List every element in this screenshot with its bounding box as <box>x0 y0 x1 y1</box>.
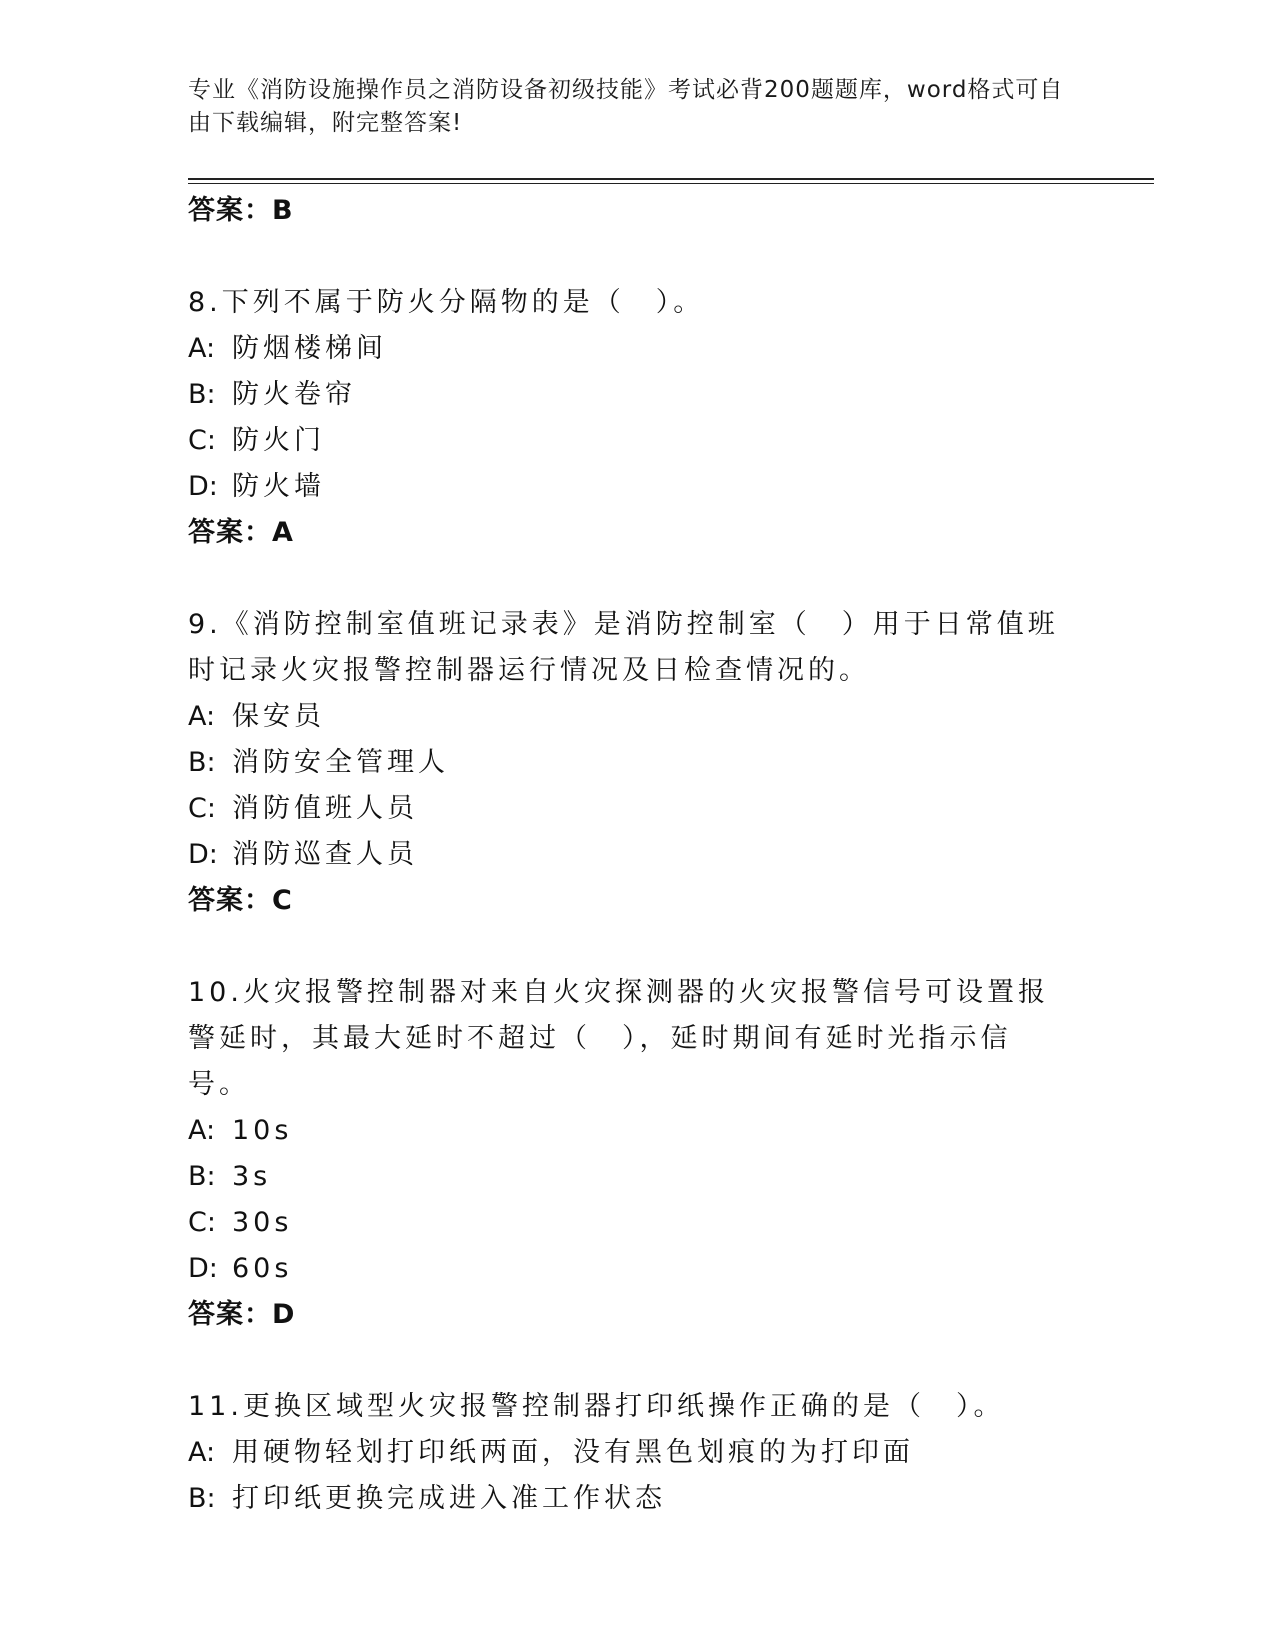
option-b <box>188 740 1088 786</box>
option-letter: D: <box>188 839 218 870</box>
question-text: 8.下列不属于防火分隔物的是（ ）。 <box>188 287 705 318</box>
option-letter: A: <box>188 1115 216 1146</box>
question-8 <box>188 280 1088 556</box>
option-text: 用硬物轻划打印纸两面，没有黑色划痕的为打印面 <box>232 1437 914 1468</box>
option-a <box>188 1430 1088 1476</box>
option-text: 3s <box>232 1161 272 1192</box>
option-d <box>188 832 1088 878</box>
option-text: 防火墙 <box>232 471 325 502</box>
option-c <box>188 786 1088 832</box>
question-content <box>188 188 1088 1522</box>
option-text: 防烟楼梯间 <box>232 333 387 364</box>
option-d <box>188 1246 1088 1292</box>
option-b <box>188 1154 1088 1200</box>
option-text: 保安员 <box>232 701 325 732</box>
option-letter: D: <box>188 1253 218 1284</box>
option-text: 消防巡查人员 <box>232 839 418 870</box>
answer-line: 答案：C <box>188 885 293 916</box>
option-text: 消防值班人员 <box>232 793 418 824</box>
option-letter: A: <box>188 701 216 732</box>
question-10 <box>188 970 1088 1338</box>
option-d <box>188 464 1088 510</box>
question-9 <box>188 602 1088 924</box>
option-letter: C: <box>188 793 216 824</box>
option-b <box>188 1476 1088 1522</box>
option-a <box>188 326 1088 372</box>
answer-line: 答案：D <box>188 1299 296 1330</box>
option-c <box>188 1200 1088 1246</box>
answer-line: 答案：B <box>188 195 294 226</box>
option-letter: A: <box>188 1437 216 1468</box>
option-letter: C: <box>188 1207 216 1238</box>
document-header: 专业《消防设施操作员之消防设备初级技能》考试必背200题题库，word格式可自由下载编辑，附完整答案! <box>188 77 1064 136</box>
option-text: 打印纸更换完成进入准工作状态 <box>232 1483 666 1514</box>
option-text: 消防安全管理人 <box>232 747 449 778</box>
option-letter: B: <box>188 1483 216 1514</box>
question-text: 11.更换区域型火灾报警控制器打印纸操作正确的是（ ）。 <box>188 1391 1005 1422</box>
option-letter: B: <box>188 1161 216 1192</box>
option-a <box>188 1108 1088 1154</box>
question-text: 10.火灾报警控制器对来自火灾探测器的火灾报警信号可设置报警延时，其最大延时不超过（ ），延时期间有延时光指示信号。 <box>188 977 1049 1100</box>
option-c <box>188 418 1088 464</box>
option-letter: D: <box>188 471 218 502</box>
option-letter: A: <box>188 333 216 364</box>
question-11 <box>188 1384 1088 1522</box>
header-divider <box>188 178 1154 184</box>
option-text: 防火门 <box>232 425 325 456</box>
question-text: 9.《消防控制室值班记录表》是消防控制室（ ）用于日常值班时记录火灾报警控制器运行情况及日检查情况的。 <box>188 609 1059 686</box>
option-letter: C: <box>188 425 216 456</box>
option-text: 防火卷帘 <box>232 379 356 410</box>
option-letter: B: <box>188 747 216 778</box>
option-b <box>188 372 1088 418</box>
option-text: 10s <box>232 1115 293 1146</box>
answer-line: 答案：A <box>188 517 294 548</box>
option-a <box>188 694 1088 740</box>
option-text: 60s <box>232 1253 293 1284</box>
option-text: 30s <box>232 1207 293 1238</box>
option-letter: B: <box>188 379 216 410</box>
